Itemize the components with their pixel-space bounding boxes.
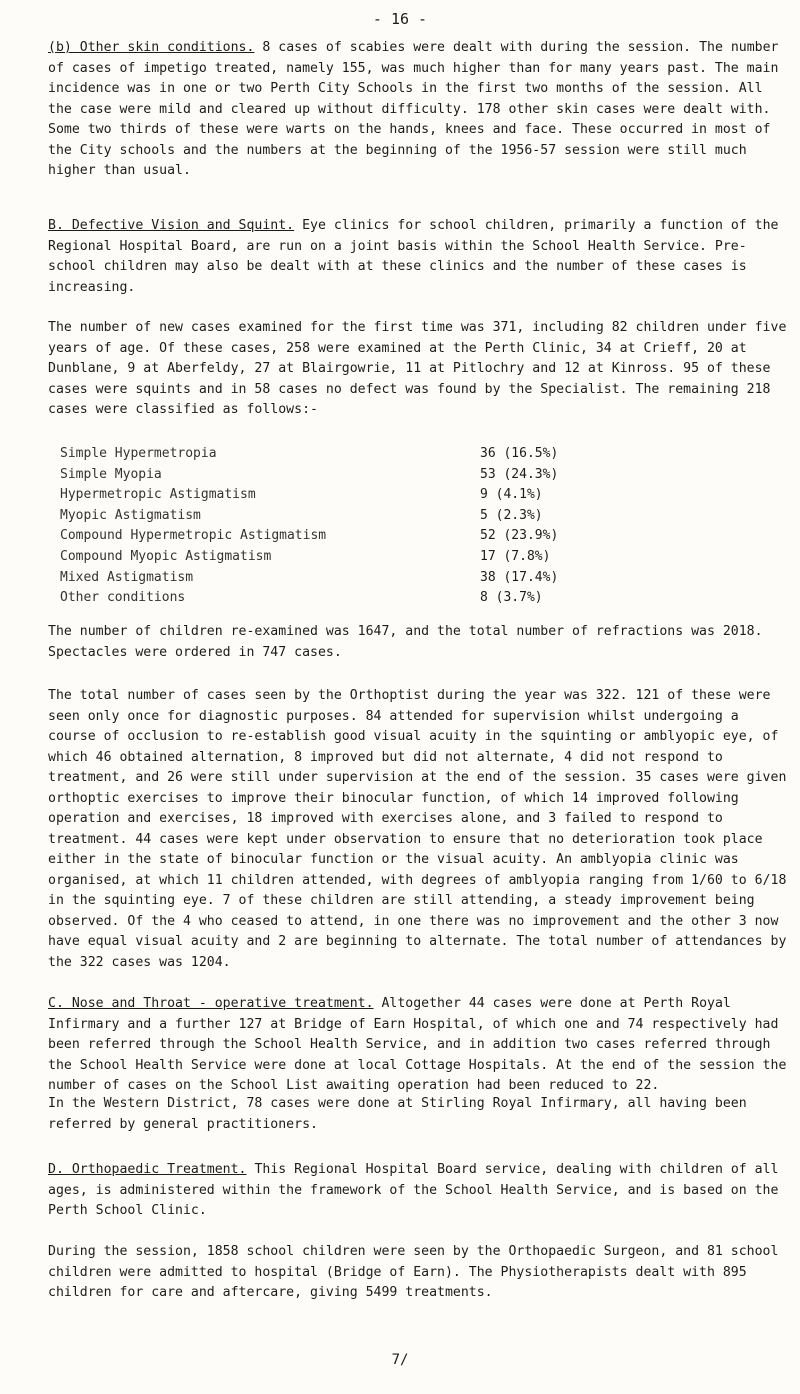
row-value: 38 (17.4%) bbox=[480, 569, 559, 585]
new-cases-paragraph: The number of new cases examined for the first time was 371, including 82 children under five years of age. Of these cases, 258 were examined at the Perth Clinic, 34 at Crieff, 20 at Dunblane, 9 at Aberfeldy, 27 at Blairgowrie, 11 at Pitlochry and 12 at Kinross. 95 of these cases were squints and in 58 cases no defect was found by the Specialist. The remaining 218 cases were classified as follows:- bbox=[48, 320, 787, 417]
row-value: 52 (23.9%) bbox=[480, 528, 559, 544]
skin-conditions-text: 8 cases of scabies were dealt with during the session. The number of cases of impetigo treated, namely 155, was much higher than for many years past. The main incidence was in one or two Perth City Schools in the first two months of the session. All the case were mild and cleared up without difficulty. 178 other skin cases were dealt with. Some two thirds of these were warts on the hands, knees and face. These occurred in most of the City schools and the numbers at the beginning of the 1956-57 session were still much higher than usual. bbox=[48, 40, 779, 178]
row-label: Compound Myopic Astigmatism bbox=[60, 548, 272, 564]
vision-paragraph bbox=[48, 216, 788, 298]
orthopaedic-paragraph bbox=[48, 1160, 788, 1222]
table-row bbox=[60, 485, 620, 506]
nose-throat-heading: C. Nose and Throat - operative treatment. bbox=[48, 996, 374, 1011]
orthoptist-paragraph: The total number of cases seen by the Orthoptist during the year was 322. 121 of these were seen only once for diagnostic purposes. 84 attended for supervision whilst undergoing a course of occlusion to re-establish good visual acuity in the squinting or amblyopic eye, of which 46 obtained alternation, 8 improved but did not alternate, 4 did not respond to treatment, and 26 were still under supervision at the end of the session. 35 cases were given orthoptic exercises to improve their binocular function, of which 14 improved following operation and exercises, 18 improved with exercises alone, and 3 failed to respond to treatment. 44 cases were kept under observation to ensure that no deterioration took place either in the state of binocular function or the visual acuity. An amblyopia clinic was organised, at which 11 children attended, with degrees of amblyopia ranging from 1/60 to 6/18 in the squinting eye. 7 of these children are still attending, a steady improvement being observed. Of the 4 who ceased to attend, in one there was no improvement and the other 3 now have equal visual acuity and 2 are beginning to alternate. The total number of attendances by the 322 cases was 1204. bbox=[48, 688, 787, 970]
row-label: Compound Hypermetropic Astigmatism bbox=[60, 528, 327, 544]
row-label: Simple Hypermetropia bbox=[60, 446, 217, 461]
orthopaedic-text: This Regional Hospital Board service, dealing with children of all ages, is administered within the framework of the School Health Service, and is based on the Perth School Clinic. bbox=[48, 1162, 779, 1218]
page-number: - 16 - bbox=[372, 10, 428, 28]
western-district-paragraph: In the Western District, 78 cases were done at Stirling Royal Infirmary, all having been referred by general practitioners. bbox=[48, 1096, 747, 1132]
vision-text: Eye clinics for school children, primarily a function of the Regional Hospital Board, are run on a joint basis within the School Health Service. Pre-school children may also be dealt with at these clinics and the number of these cases is increasing. bbox=[48, 218, 779, 295]
row-label: Hypermetropic Astigmatism bbox=[60, 487, 256, 503]
table-row bbox=[60, 526, 620, 547]
table-row bbox=[60, 444, 620, 465]
vision-heading: B. Defective Vision and Squint. bbox=[48, 218, 295, 233]
row-label: Simple Myopia bbox=[60, 466, 162, 482]
page-footer: 7/ bbox=[391, 1352, 409, 1368]
table-row bbox=[60, 465, 620, 486]
row-value: 9 (4.1%) bbox=[480, 487, 543, 503]
row-label: Myopic Astigmatism bbox=[60, 507, 201, 523]
row-value: 36 (16.5%) bbox=[480, 446, 559, 461]
row-value: 17 (7.8%) bbox=[480, 548, 551, 564]
table-row bbox=[60, 506, 620, 527]
nose-throat-text: Altogether 44 cases were done at Perth Royal Infirmary and a further 127 at Bridge of Earn Hospital, of which one and 74 respectively had been referred through the School Health Service, and in addition two cases referred through the School Health Service were done at local Cottage Hospitals. At the end of the session the number of cases on the School List awaiting operation had been reduced to 22. bbox=[48, 996, 787, 1093]
row-label: Mixed Astigmatism bbox=[60, 569, 194, 585]
reexamined-paragraph: The number of children re-examined was 1647, and the total number of refractions was 2018. Spectacles were ordered in 747 cases. bbox=[48, 624, 763, 660]
classification-table bbox=[60, 444, 620, 609]
nose-throat-paragraph bbox=[48, 994, 788, 1097]
skin-conditions-paragraph bbox=[48, 38, 788, 182]
row-value: 8 (3.7%) bbox=[480, 590, 543, 606]
table-row bbox=[60, 568, 620, 589]
skin-conditions-heading: (b) Other skin conditions. bbox=[48, 40, 255, 55]
row-value: 53 (24.3%) bbox=[480, 466, 559, 482]
orthopaedic-heading: D. Orthopaedic Treatment. bbox=[48, 1162, 247, 1177]
row-value: 5 (2.3%) bbox=[480, 507, 543, 523]
row-label: Other conditions bbox=[60, 590, 186, 606]
table-row bbox=[60, 547, 620, 568]
orthopaedic-session-paragraph: During the session, 1858 school children were seen by the Orthopaedic Surgeon, and 81 school children were admitted to hospital (Bridge of Earn). The Physiotherapists dealt with 895 children for care and aftercare, giving 5499 treatments. bbox=[48, 1244, 779, 1300]
table-row bbox=[60, 588, 620, 609]
